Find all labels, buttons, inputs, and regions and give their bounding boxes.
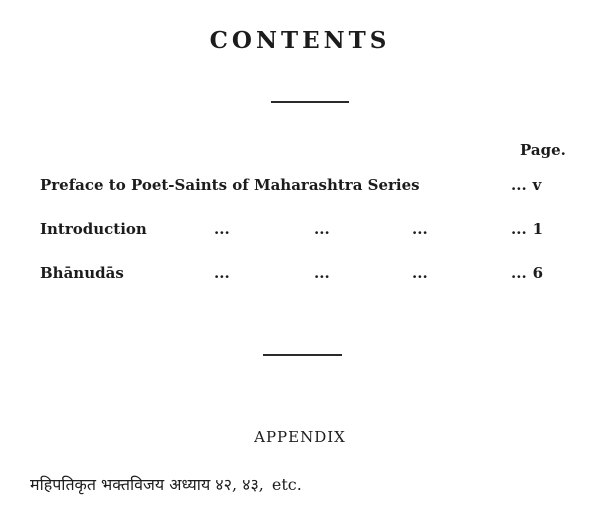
toc-page-number: 1 bbox=[532, 220, 544, 238]
appendix-item[interactable] bbox=[30, 474, 302, 496]
toc-dot-leader: ... bbox=[511, 176, 527, 194]
appendix-item-suffix: etc. bbox=[271, 475, 302, 494]
toc-entry-label: Bhānudās bbox=[40, 264, 124, 282]
page-column-header: Page. bbox=[520, 141, 566, 159]
toc-entry-label: Preface to Poet-Saints of Maharashtra Series bbox=[40, 176, 420, 194]
toc-dot-leader: ... bbox=[412, 264, 428, 282]
toc-entry-introduction[interactable] bbox=[0, 218, 600, 240]
toc-page-ref bbox=[511, 262, 543, 284]
toc-dot-leader: ... bbox=[412, 220, 428, 238]
toc-page-number: v bbox=[532, 176, 542, 194]
toc-dot-leader: ... bbox=[214, 264, 230, 282]
section-rule bbox=[263, 354, 342, 356]
toc-page-number: 6 bbox=[532, 264, 544, 282]
toc-entry-bhanudas[interactable] bbox=[0, 262, 600, 284]
appendix-item-text: महिपतिकृत भक्तविजय अध्याय ४२, ४३, bbox=[30, 475, 264, 494]
appendix-heading: APPENDIX bbox=[254, 428, 346, 446]
toc-entry-preface[interactable] bbox=[0, 174, 600, 196]
toc-page-ref bbox=[511, 218, 543, 240]
toc-dot-leader: ... bbox=[511, 220, 527, 238]
title-rule bbox=[271, 101, 349, 103]
toc-dot-leader: ... bbox=[511, 264, 527, 282]
contents-title: CONTENTS bbox=[209, 27, 391, 54]
toc-entry-label: Introduction bbox=[40, 220, 147, 238]
toc-dot-leader: ... bbox=[314, 220, 330, 238]
toc-dot-leader: ... bbox=[214, 220, 230, 238]
toc-dot-leader: ... bbox=[314, 264, 330, 282]
toc-page-ref bbox=[511, 174, 541, 196]
